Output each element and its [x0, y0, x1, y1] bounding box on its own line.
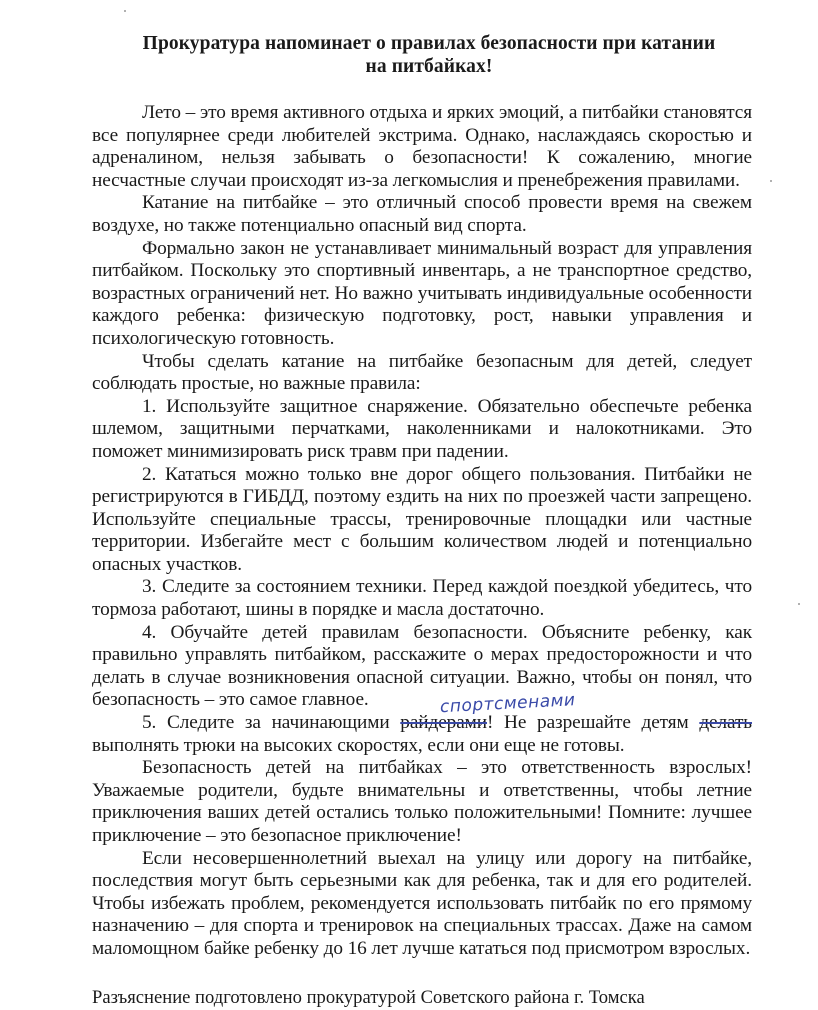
title-line-1: Прокуратура напоминает о правилах безопасности при катании	[142, 33, 716, 54]
document-title	[92, 32, 752, 78]
struck-word-1: райдерами	[400, 712, 488, 734]
paragraph-rules-intro: Чтобы сделать катание на питбайке безопасным для детей, следует соблюдать простые, но важные правила:	[92, 350, 752, 395]
handwritten-correction	[400, 690, 577, 734]
rule-4-training: 4. Обучайте детей правилам безопасности. Объясните ребенку, как правильно управлять питбайком, расскажите о мерах предосторожности и что делать в случае возникновения опасной ситуации. Важно, чтобы он понял, что безопасность – это самое главное.	[92, 621, 752, 711]
title-line-2: на питбайках!	[365, 56, 493, 77]
scan-speck	[770, 180, 772, 182]
paragraph-parents: Безопасность детей на питбайках – это ответственность взрослых! Уважаемые родители, будьте внимательны и ответственны, чтобы летние приключения ваших детей остались только положительными! Помните: лучшее приключение – это безопасное приключение!	[92, 757, 752, 846]
document-page	[92, 32, 752, 1007]
rule-5-text-start: 5. Следите за начинающими	[142, 712, 401, 734]
rule-1-protective-gear: 1. Используйте защитное снаряжение. Обязательно обеспечьте ребенка шлемом, защитными перчатками, наколенниками и налокотниками. Это поможет минимизировать риск травм при падении.	[92, 395, 752, 462]
rule-2-off-road: 2. Кататься можно только вне дорог общего пользования. Питбайки не регистрируются в ГИБДД, поэтому ездить на них по проезжей части запрещено. Используйте специальные трассы, тренировочные площадки или частные территории. Избегайте мест с большим количеством людей и потенциально опасных участков.	[92, 463, 752, 575]
scan-speck	[798, 603, 800, 605]
rule-5-text-middle: ! Не разрешайте детям	[487, 712, 700, 734]
rule-5-supervision	[92, 690, 752, 757]
document-footer: Разъяснение подготовлено прокуратурой Советского района г. Томска	[92, 987, 645, 1008]
scan-speck	[124, 10, 126, 12]
paragraph-intro: Лето – это время активного отдыха и ярких эмоций, а питбайки становятся все популярнее среди любителей экстрима. Однако, наслаждаясь скоростью и адреналином, нельзя забывать о безопасности! К сожалению, многие несчастные случаи происходят из-за легкомыслия и пренебрежения правилами.	[92, 102, 752, 191]
handwritten-insertion: спортсменами	[439, 690, 577, 718]
struck-word-2: делать	[699, 712, 752, 734]
rule-3-maintenance: 3. Следите за состоянием техники. Перед каждой поездкой убедитесь, что тормоза работают, шины в порядке и масла достаточно.	[92, 576, 752, 621]
paragraph-age-law: Формально закон не устанавливает минимальный возраст для управления питбайком. Поскольку это спортивный инвентарь, а не транспортное средство, возрастных ограничений нет. Но важно учитывать индивидуальные особенности каждого ребенка: физическую подготовку, рост, навыки управления и психологическую готовность.	[92, 237, 752, 349]
paragraph-consequences: Если несовершеннолетний выехал на улицу или дорогу на питбайке, последствия могут быть серьезными как для ребенка, так и для его родителей. Чтобы избежать проблем, рекомендуется использовать питбайк по его прямому назначению – для спорта и тренировок на специальных трассах. Даже на самом маломощном байке ребенку до 16 лет лучше кататься под присмотром взрослых.	[92, 847, 752, 959]
rule-5-text-end: выполнять трюки на высоких скоростях, если они еще не готовы.	[92, 734, 625, 756]
paragraph-riding: Катание на питбайке – это отличный способ провести время на свежем воздухе, но также потенциально опасный вид спорта.	[92, 192, 752, 236]
